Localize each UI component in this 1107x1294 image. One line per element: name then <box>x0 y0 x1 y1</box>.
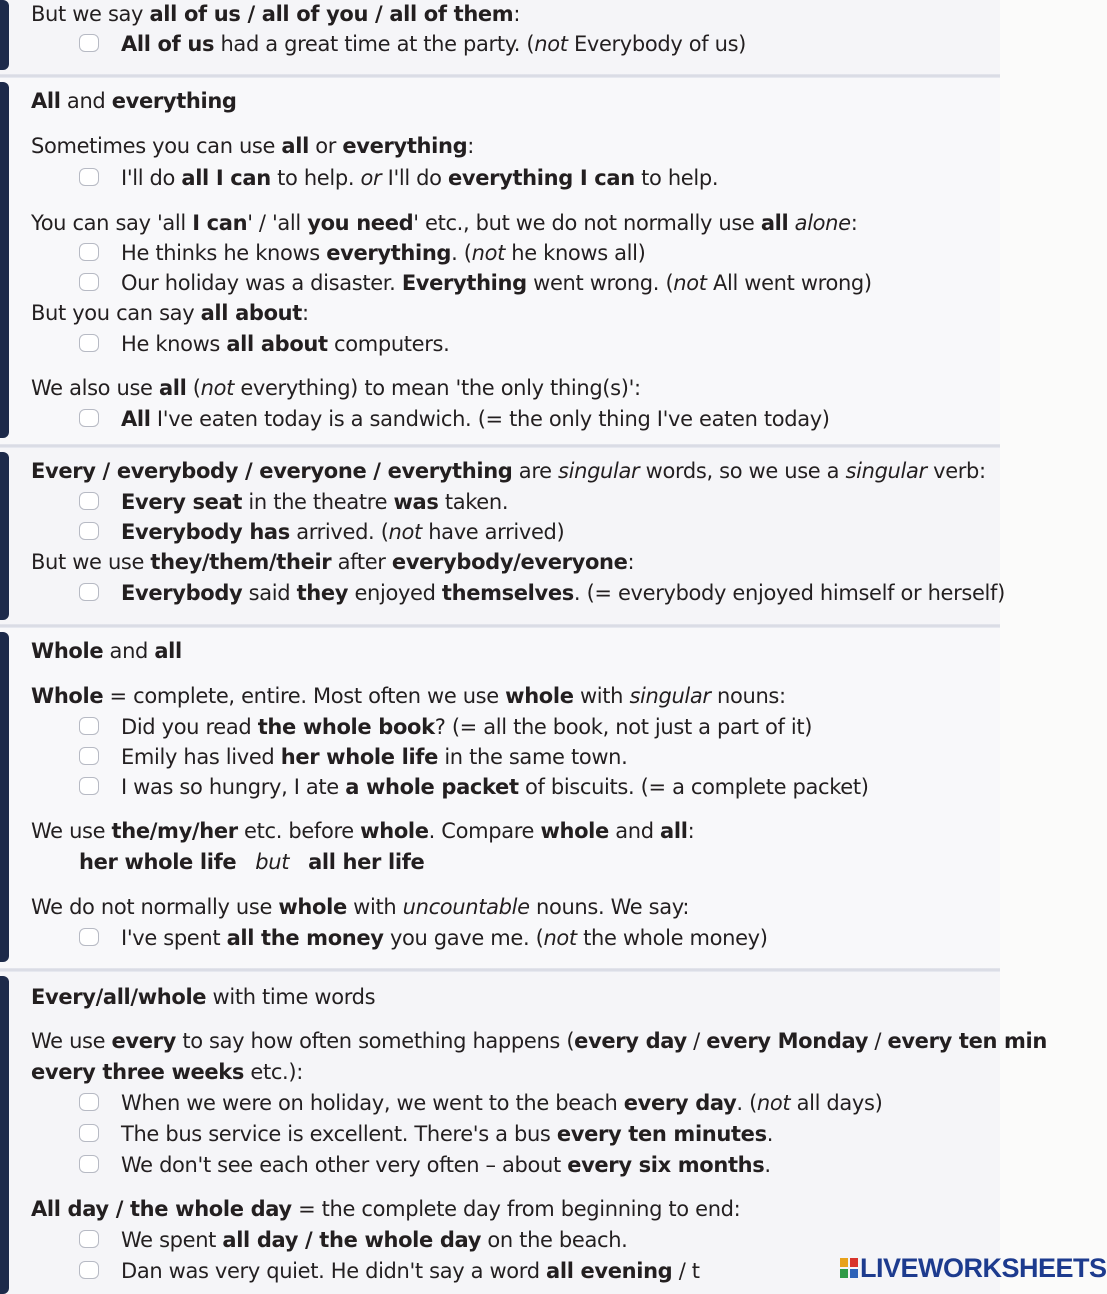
example-sentence: Everybody has arrived. (not have arrived) <box>121 520 565 544</box>
example-checkbox[interactable] <box>79 409 99 427</box>
rule-text: We use the/my/her etc. before whole. Compare whole and all: <box>31 819 695 843</box>
example-checkbox[interactable] <box>79 928 99 946</box>
example-checkbox[interactable] <box>79 34 99 52</box>
example-checkbox[interactable] <box>79 747 99 765</box>
rule-text: But we say all of us / all of you / all of them: <box>31 2 521 26</box>
example-sentence: The bus service is excellent. There's a bus every ten minutes. <box>121 1122 774 1146</box>
left-accent-bar <box>0 976 9 1294</box>
example-sentence: We spent all day / the whole day on the beach. <box>121 1228 628 1252</box>
example-checkbox[interactable] <box>79 243 99 261</box>
example-sentence: He thinks he knows everything. (not he knows all) <box>121 241 646 265</box>
example-checkbox[interactable] <box>79 717 99 735</box>
example-checkbox[interactable] <box>79 492 99 510</box>
left-accent-bar <box>0 632 9 962</box>
rule-text: every three weeks etc.): <box>31 1060 303 1084</box>
comparison-line: her whole life but all her life <box>79 850 425 874</box>
rule-text: We use every to say how often something happens (every day / every Monday / every ten min <box>31 1029 1048 1053</box>
rule-text: Sometimes you can use all or everything: <box>31 134 475 158</box>
example-checkbox[interactable] <box>79 334 99 352</box>
example-sentence: All I've eaten today is a sandwich. (= the only thing I've eaten today) <box>121 407 830 431</box>
example-sentence: I was so hungry, I ate a whole packet of biscuits. (= a complete packet) <box>121 775 869 799</box>
example-checkbox[interactable] <box>79 168 99 186</box>
example-checkbox[interactable] <box>79 1155 99 1173</box>
section-heading: Every/all/whole with time words <box>31 985 376 1009</box>
example-sentence: Did you read the whole book? (= all the book, not just a part of it) <box>121 715 813 739</box>
example-sentence: Every seat in the theatre was taken. <box>121 490 509 514</box>
example-sentence: Emily has lived her whole life in the same town. <box>121 745 628 769</box>
example-sentence: I've spent all the money you gave me. (not the whole money) <box>121 926 768 950</box>
rule-text: We also use all (not everything) to mean 'the only thing(s)': <box>31 376 641 400</box>
example-sentence: I'll do all I can to help. or I'll do everything I can to help. <box>121 166 719 190</box>
liveworksheets-watermark[interactable]: LIVEWORKSHEETS <box>860 1253 1107 1283</box>
rule-text: All day / the whole day = the complete day from beginning to end: <box>31 1197 741 1221</box>
left-accent-bar <box>0 452 9 620</box>
liveworksheets-logo-icon <box>840 1258 858 1278</box>
example-checkbox[interactable] <box>79 1124 99 1142</box>
example-checkbox[interactable] <box>79 777 99 795</box>
example-checkbox[interactable] <box>79 1230 99 1248</box>
left-accent-bar <box>0 82 9 438</box>
rule-text: Every / everybody / everyone / everything are singular words, so we use a singular verb: <box>31 459 986 483</box>
example-checkbox[interactable] <box>79 273 99 291</box>
example-checkbox[interactable] <box>79 1261 99 1279</box>
example-sentence: Everybody said they enjoyed themselves. (= everybody enjoyed himself or herself) <box>121 581 1005 605</box>
left-accent-bar <box>0 0 9 70</box>
example-checkbox[interactable] <box>79 522 99 540</box>
rule-text: Whole = complete, entire. Most often we use whole with singular nouns: <box>31 684 786 708</box>
example-sentence: Our holiday was a disaster. Everything went wrong. (not All went wrong) <box>121 271 872 295</box>
example-sentence: We don't see each other very often – about every six months. <box>121 1153 771 1177</box>
example-checkbox[interactable] <box>79 583 99 601</box>
example-sentence: He knows all about computers. <box>121 332 450 356</box>
section-heading: All and everything <box>31 89 237 113</box>
example-checkbox[interactable] <box>79 1093 99 1111</box>
example-sentence: Dan was very quiet. He didn't say a word all evening / t <box>121 1259 700 1283</box>
rule-text: You can say 'all I can' / 'all you need' etc., but we do not normally use all alone: <box>31 211 858 235</box>
section-heading: Whole and all <box>31 639 182 663</box>
example-sentence: All of us had a great time at the party. (not Everybody of us) <box>121 32 746 56</box>
example-sentence: When we were on holiday, we went to the beach every day. (not all days) <box>121 1091 883 1115</box>
rule-text: But we use they/them/their after everybody/everyone: <box>31 550 635 574</box>
rule-text: We do not normally use whole with uncountable nouns. We say: <box>31 895 690 919</box>
rule-text: But you can say all about: <box>31 301 309 325</box>
